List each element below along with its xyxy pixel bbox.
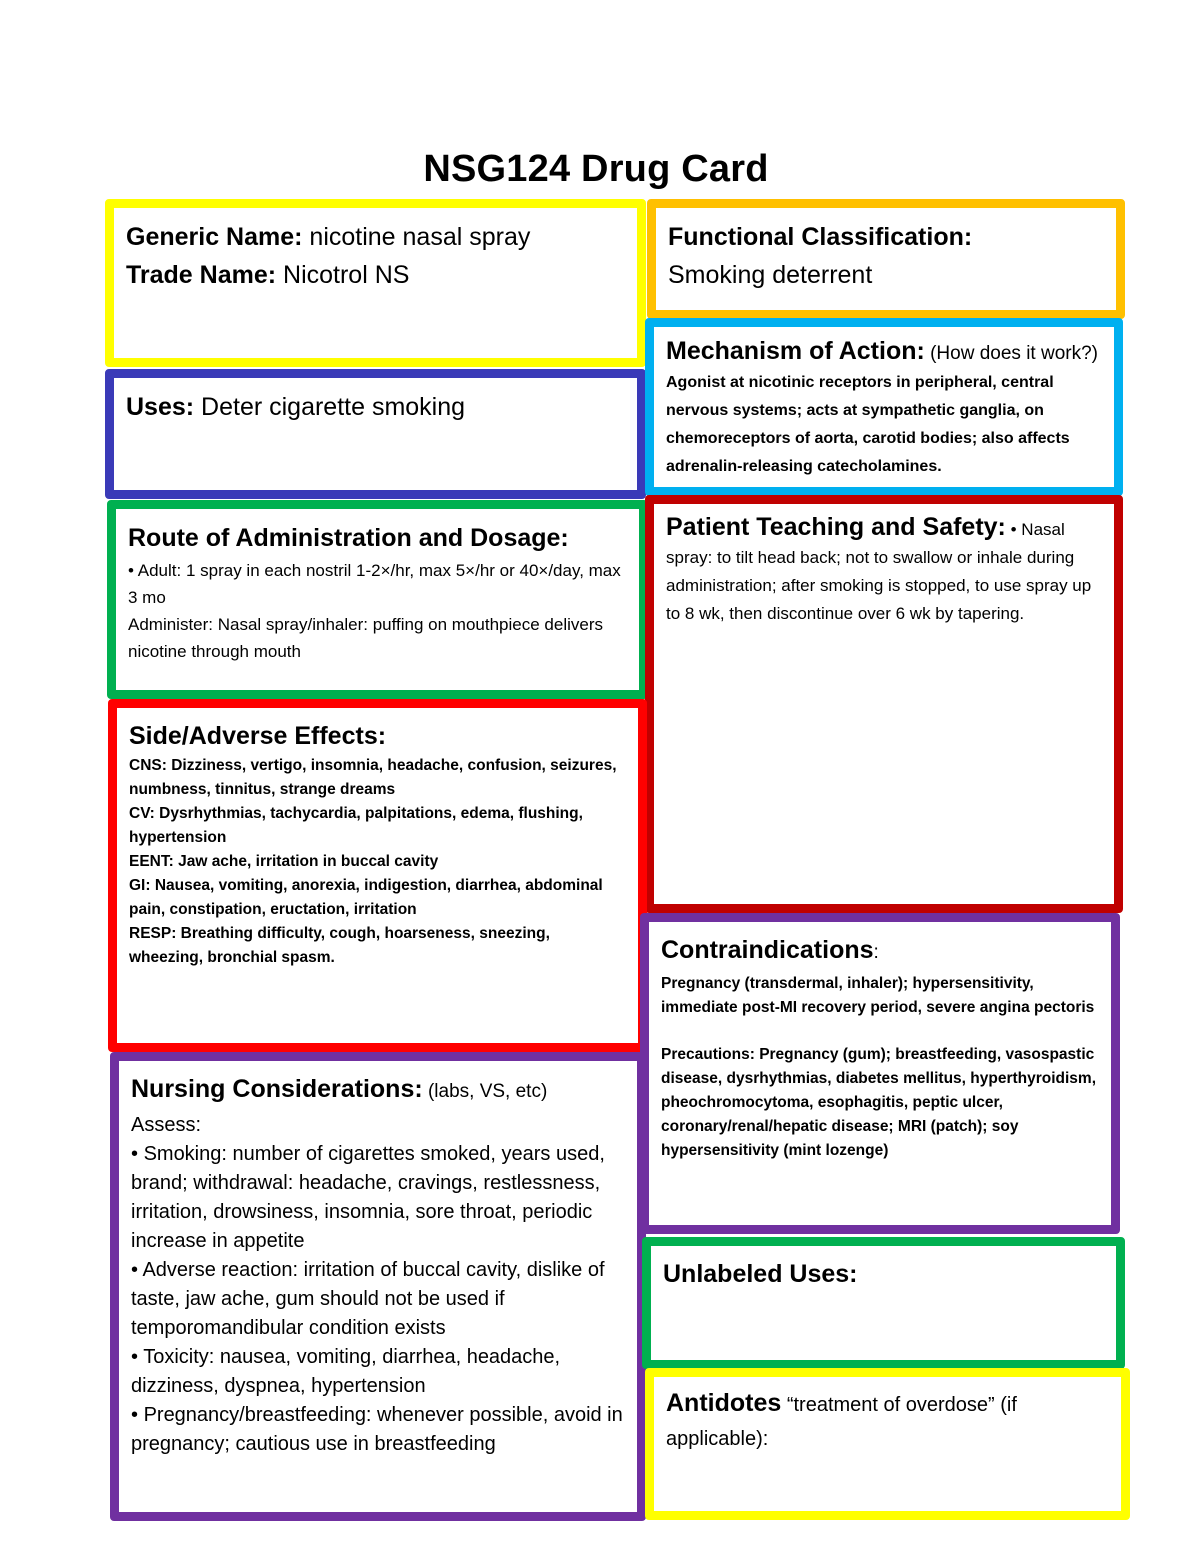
mechanism-label: Mechanism of Action: [666, 337, 925, 365]
side-effects-box [108, 699, 647, 1052]
nursing-item-adverse: • Adverse reaction: irritation of buccal cavity, dislike of taste, jaw ache, gum should not be used if temporomandibular condition exists [131, 1256, 625, 1343]
functional-classification-value: Smoking deterrent [668, 261, 873, 289]
antidotes-text: “treatment of overdose” (if applicable): [666, 1394, 1017, 1450]
page-title: NSG124 Drug Card [423, 148, 769, 190]
teaching-text: Nasal spray: to tilt head back; not to swallow or inhale during administration; after smoking is stopped, to use spray up to 8 wk, then discontinue over 6 wk by tapering. [666, 520, 1092, 623]
mechanism-text: Agonist at nicotinic receptors in peripheral, central nervous systems; acts at sympathetic ganglia, on chemoreceptors of aorta, carotid bodies; also affects adrenalin-releasing catecholamines. [666, 374, 1070, 475]
uses-box [105, 369, 646, 499]
nursing-label: Nursing Considerations: [131, 1075, 423, 1103]
nursing-subtitle: (labs, VS, etc) [422, 1081, 548, 1102]
contraindications-colon: : [873, 942, 879, 963]
functional-classification-label: Functional Classification: [668, 223, 973, 251]
contraindications-label: Contraindications [661, 936, 874, 964]
antidotes-box [645, 1368, 1130, 1520]
unlabeled-uses-box [642, 1237, 1125, 1369]
route-label: Route of Administration and Dosage: [128, 524, 569, 552]
teaching-label: Patient Teaching and Safety: [666, 513, 1006, 541]
generic-name-box [105, 199, 646, 367]
route-dosage-box [107, 500, 648, 699]
contraindications-box [640, 913, 1120, 1234]
nursing-item-smoking: • Smoking: number of cigarettes smoked, years used, brand; withdrawal: headache, cravings, restlessness, irritation, drowsiness, insomnia, sore throat, periodic increase in appetite [131, 1140, 625, 1256]
route-line-adult: • Adult: 1 spray in each nostril 1-2×/hr, max 5×/hr or 40×/day, max 3 mo [128, 557, 627, 611]
contraindications-text: Pregnancy (transdermal, inhaler); hypersensitivity, immediate post-MI recovery period, severe angina pectoris [661, 975, 1095, 1016]
side-effects-cv: CV: Dysrhythmias, tachycardia, palpitations, edema, flushing, hypertension [129, 805, 583, 846]
functional-classification-box [647, 199, 1125, 319]
uses-value: Deter cigarette smoking [194, 393, 466, 421]
nursing-assess: Assess: [131, 1114, 202, 1136]
side-effects-gi: GI: Nausea, vomiting, anorexia, indigestion, diarrhea, abdominal pain, constipation, eructation, irritation [129, 877, 603, 918]
patient-teaching-box: Patient Teaching and Safety: • Nasal spray: to tilt head back; not to swallow or inhale during administration; after smoking is stopped, to use spray up to 8 wk, then discontinue over 6 wk by tapering. [645, 495, 1123, 913]
unlabeled-uses-label: Unlabeled Uses: [663, 1260, 858, 1288]
side-effects-cns: CNS: Dizziness, vertigo, insomnia, headache, confusion, seizures, numbness, tinnitus, strange dreams [129, 757, 617, 798]
mechanism-of-action-box [645, 318, 1123, 496]
trade-name-label: Trade Name: [126, 261, 277, 289]
nursing-item-pregnancy: • Pregnancy/breastfeeding: whenever possible, avoid in pregnancy; cautious use in breastfeeding [131, 1401, 625, 1459]
mechanism-subtitle: (How does it work?) [924, 343, 1098, 364]
nursing-considerations-box [110, 1052, 646, 1521]
side-effects-resp: RESP: Breathing difficulty, cough, hoarseness, sneezing, wheezing, bronchial spasm. [129, 925, 550, 966]
route-line-administer: Administer: Nasal spray/inhaler: puffing on mouthpiece delivers nicotine through mouth [128, 615, 603, 661]
side-effects-eent: EENT: Jaw ache, irritation in buccal cavity [129, 853, 439, 870]
side-effects-label: Side/Adverse Effects: [129, 722, 387, 750]
precautions-text: Precautions: Pregnancy (gum); breastfeeding, vasospastic disease, dysrhythmias, diabetes mellitus, hyperthyroidism, pheochromocytoma, esophagitis, peptic ulcer, coronary/renal/hepatic disease; MRI (patch); soy hypersensitivity (mint lozenge) [661, 1046, 1097, 1159]
generic-name-label: Generic Name: [126, 223, 303, 251]
nursing-item-toxicity: • Toxicity: nausea, vomiting, diarrhea, headache, dizziness, dyspnea, hypertension [131, 1343, 625, 1401]
generic-name-value: nicotine nasal spray [302, 223, 531, 251]
antidotes-label: Antidotes [666, 1389, 782, 1417]
uses-label: Uses: [126, 393, 195, 421]
trade-name-value: Nicotrol NS [276, 261, 410, 289]
